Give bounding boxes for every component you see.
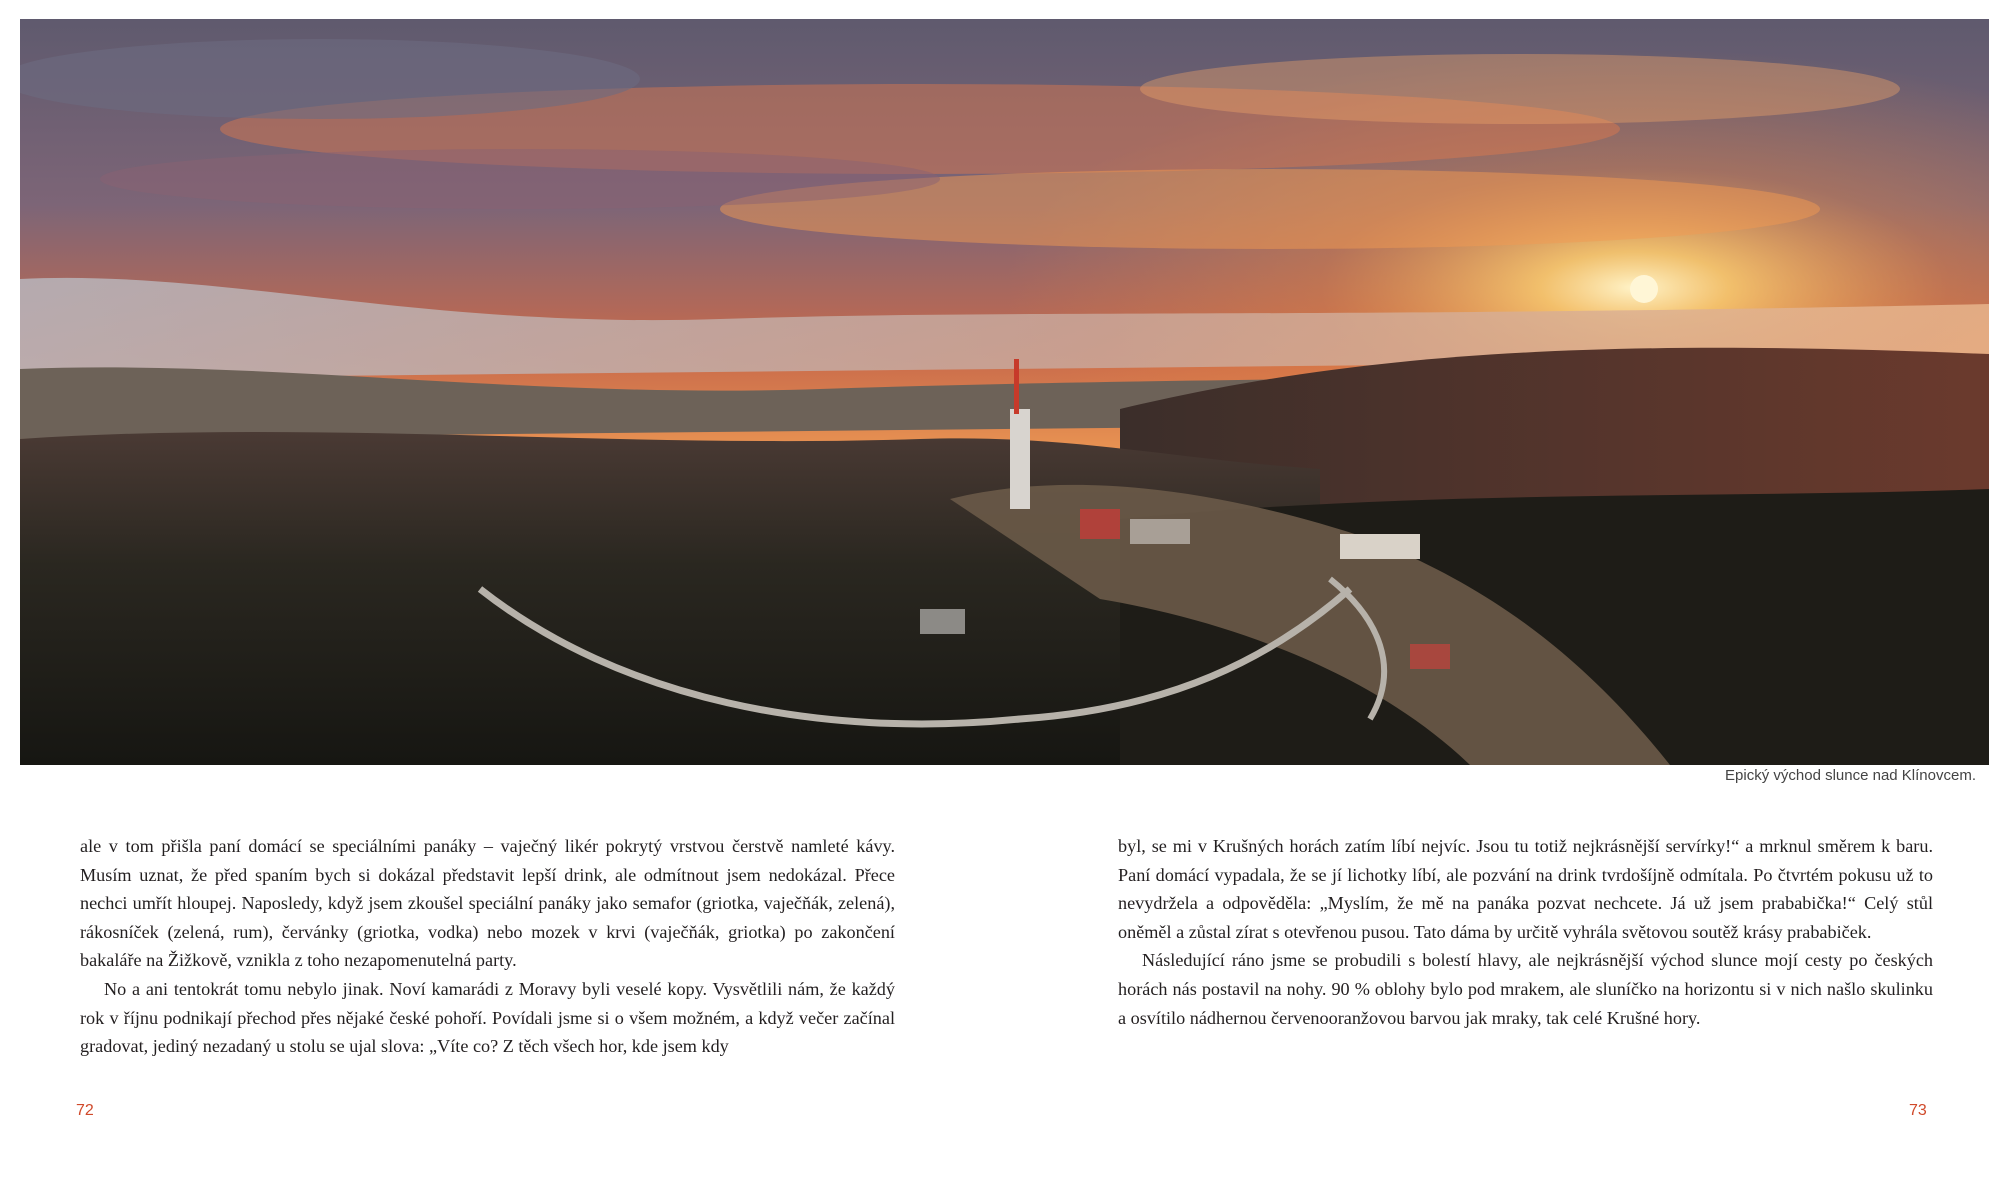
paragraph: Následující ráno jsme se probudili s bolestí hlavy, ale nejkrásnější východ slunce mojí cesty po českých horách nás postavil na nohy. 90 % oblohy bylo pod mrakem, ale sluníčko na horizontu si v nich našlo skulinku a osvítilo nádhernou červenooranžovou barvou jak mraky, tak celé Krušné hory.: [1118, 950, 1933, 1028]
paragraph: No a ani tentokrát tomu nebylo jinak. Noví kamarádi z Moravy byli veselé kopy. Vysvětlili nám, že každý rok v říjnu podnikají přechod přes nějaké české pohoří. Povídali jsme si o všem možném, a když večer začínal gradovat, jediný nezadaný u stolu se ujal slova: „Víte co? Z těch všech hor, kde jsem kdy: [80, 978, 895, 1057]
paragraph: ale v tom přišla paní domácí se speciálními panáky – vaječný likér pokrytý vrstvou čerstvě namleté kávy. Musím uznat, že před spaním bych si dokázal představit lepší drink, ale odmítnout jsem nedokázal. Přece nechci umřít hloupej. Naposledy, když jsem zkoušel speciální panáky jako semafor (griotka, vaječňák, zelená), rákosníček (zelená, rum), červánky (griotka, vodka) nebo mozek v krvi (vaječňák, griotka) po zakončení bakaláře na Žižkově, vznikla z toho nezapomenutelná party.: [80, 836, 895, 971]
right-page-text: [1118, 832, 1933, 1032]
paragraph: byl, se mi v Krušných horách zatím líbí nejvíc. Jsou tu totiž nejkrásnější servírky!“ a mrknul směrem k baru. Paní domácí vypadala, že se jí lichotky líbí, ale pozvání na drink tvrdošíjně odmítala. Po čtvrtém pokusu už to nevydržela a odpověděla: „Myslím, že mě na panáka pozvat nechcete. Já už jsem prababička!“ Celý stůl oněměl a zůstal zírat s otevřenou pusou. Tato dáma by určitě vyhrála světovou soutěž krásy prababiček.: [1118, 836, 1933, 942]
sunrise-landscape-image: [20, 19, 1989, 765]
panorama-photo: [20, 19, 1989, 765]
page-number-right: 73: [1909, 1102, 1927, 1119]
sun-icon: [1630, 275, 1658, 303]
tower-icon: [1010, 409, 1030, 509]
photo-caption: Epický východ slunce nad Klínovcem.: [1725, 767, 1976, 784]
page-number-left: 72: [76, 1102, 94, 1119]
left-page-text: [80, 832, 895, 1061]
